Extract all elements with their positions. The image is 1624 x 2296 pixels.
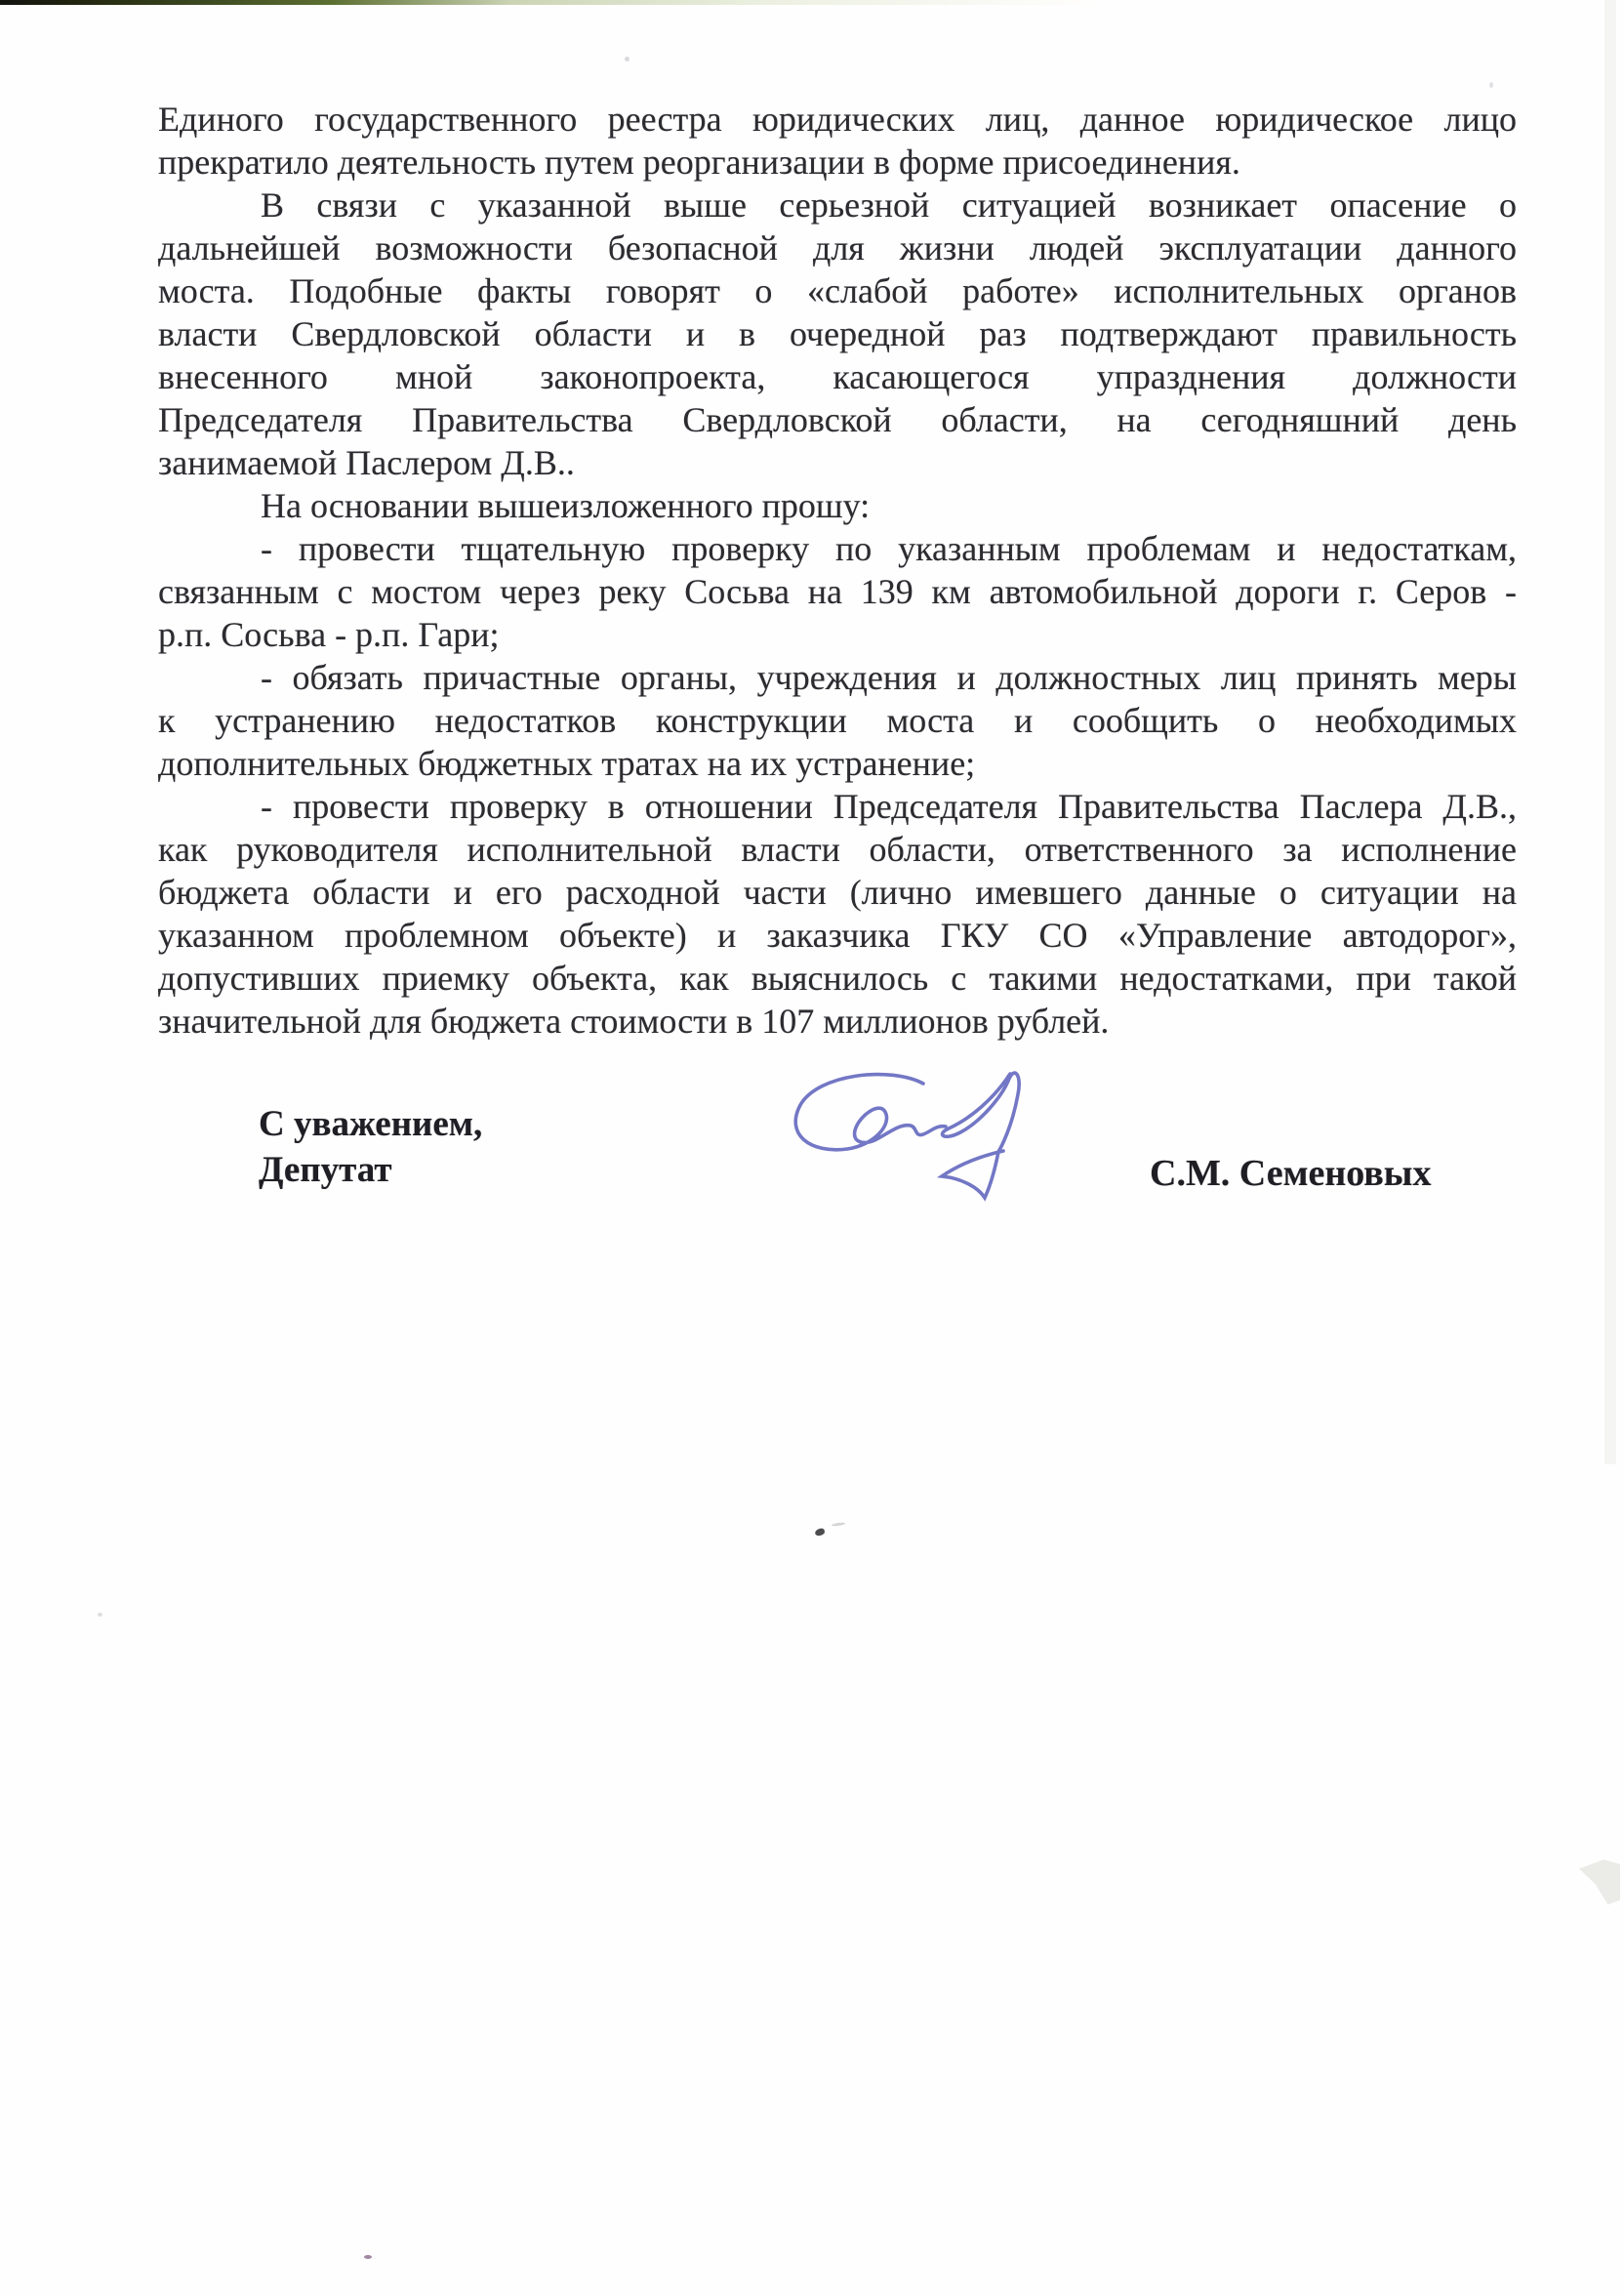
body-line: В связи с указанной выше серьезной ситуацией возникает опасение о (261, 185, 1517, 225)
letter-body (158, 98, 1517, 1043)
body-line: Председателя Правительства Свердловской области, на сегодняшний день (158, 400, 1517, 439)
closing-salutation: С уважением, (259, 1104, 483, 1144)
body-line: указанном проблемном объекте) и заказчика ГКУ СО «Управление автодорог», (158, 916, 1517, 955)
scan-speck (98, 1613, 102, 1617)
scan-speck (832, 1522, 845, 1527)
body-line: дальнейшей возможности безопасной для жизни людей эксплуатации данного (158, 228, 1517, 267)
closing-block (259, 1101, 482, 1193)
signee-name: С.М. Семеновых (1150, 1153, 1432, 1194)
body-line: как руководителя исполнительной власти области, ответственного за исполнение (158, 830, 1517, 869)
scan-smudge (1579, 1860, 1620, 1905)
body-line: прекратило деятельность путем реорганизации в форме присоединения. (158, 143, 1240, 182)
body-line: власти Свердловской области и в очередной раз подтверждают правильность (158, 314, 1517, 353)
body-line: допустивших приемку объекта, как выяснилось с такими недостатками, при такой (158, 959, 1517, 998)
scan-speck (625, 57, 629, 62)
body-line: Единого государственного реестра юридических лиц, данное юридическое лицо (158, 100, 1517, 139)
body-line: моста. Подобные факты говорят о «слабой работе» исполнительных органов (158, 271, 1517, 310)
body-line: дополнительных бюджетных тратах на их устранение; (158, 744, 976, 783)
body-line: занимаемой Паслером Д.В.. (158, 443, 575, 482)
scanner-edge-artifact (0, 0, 1279, 5)
body-line: На основании вышеизложенного прошу: (261, 486, 871, 525)
handwritten-signature (769, 1062, 1035, 1210)
scanner-shadow-band (1604, 0, 1616, 1464)
body-line: значительной для бюджета стоимости в 107 миллионов рублей. (158, 1002, 1110, 1041)
scan-speck (1489, 82, 1493, 88)
body-line: р.п. Сосьва - р.п. Гари; (158, 615, 500, 654)
body-line: бюджета области и его расходной части (лично имевшего данные о ситуации на (158, 873, 1517, 912)
scan-speck (814, 1528, 825, 1537)
body-line: - обязать причастные органы, учреждения и должностных лиц принять меры (261, 658, 1517, 697)
body-line: связанным с мостом через реку Сосьва на 139 км автомобильной дороги г. Серов - (158, 572, 1517, 611)
closing-role: Депутат (259, 1150, 392, 1190)
body-line: - провести тщательную проверку по указанным проблемам и недостаткам, (261, 529, 1517, 568)
body-line: внесенного мной законопроекта, касающегося упразднения должности (158, 357, 1517, 396)
scan-speck (364, 2255, 372, 2259)
body-line: к устранению недостатков конструкции моста и сообщить о необходимых (158, 701, 1517, 740)
body-line: - провести проверку в отношении Председателя Правительства Паслера Д.В., (261, 787, 1517, 826)
